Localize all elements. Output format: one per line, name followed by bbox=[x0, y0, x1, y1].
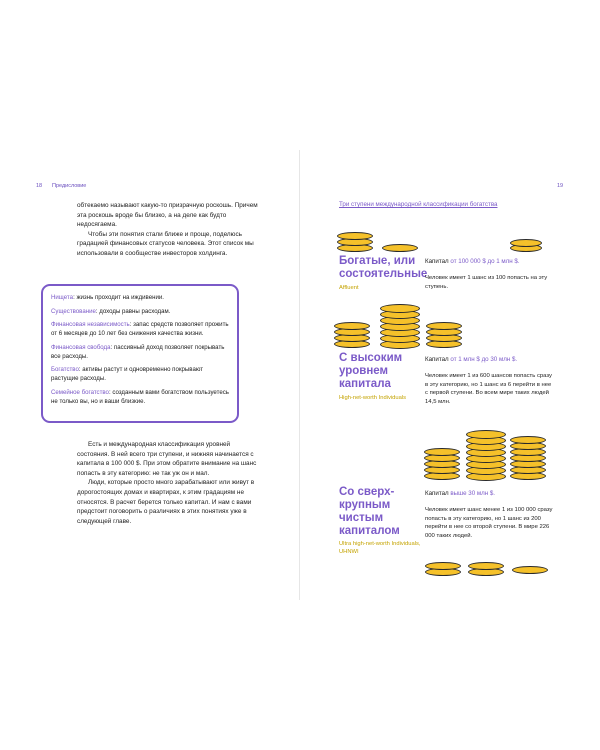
coin-icon bbox=[512, 566, 548, 574]
financial-status-box bbox=[41, 284, 239, 423]
intro-paragraph-1: обтекаемо называют какую-то призрачную роскошь. Причем эта роскошь вроде бы близко, а на деле как будто недосягаема. bbox=[77, 202, 258, 229]
coin-icon bbox=[466, 430, 506, 439]
tier-2-subtitle: High-net-worth Individuals bbox=[339, 395, 407, 401]
tier-1-description: Человек имеет 1 шанс из 100 попасть на эту ступень. bbox=[425, 275, 548, 290]
coin-icon bbox=[382, 244, 418, 252]
left-page-number: 18 bbox=[36, 183, 43, 189]
tier-1-capital: Капитал от 100 000 $ до 1 млн $. bbox=[425, 258, 520, 265]
status-item-financial-freedom: Финансовая свобода: пассивный доход позволяет покрывать все расходы. bbox=[51, 343, 225, 360]
tier-3-subtitle: Ultra high-net-worth Individuals, UHNWI bbox=[339, 541, 421, 555]
coin-icon bbox=[380, 304, 420, 313]
coin-icon bbox=[425, 562, 461, 570]
book-spine bbox=[299, 150, 300, 600]
tier-2-title: С высоким уровнем капитала bbox=[339, 352, 403, 390]
coin-icon bbox=[426, 322, 462, 330]
closing-paragraph-1: Есть и международная классификация уровней состояния. В ней всего три ступени, и нижняя начинается с капитала в 100 000 $. При этом обратите внимание на шанс попасть в эту категорию: не так уж он и мал. bbox=[77, 441, 257, 477]
closing-text bbox=[77, 440, 263, 526]
tier-3-capital: Капитал выше 30 млн $. bbox=[425, 490, 496, 497]
coin-icon bbox=[510, 239, 542, 247]
coin-icon bbox=[510, 436, 546, 444]
status-item-subsistence: Существование: доходы равны расходам. bbox=[51, 307, 171, 315]
coin-icon bbox=[337, 232, 373, 240]
coin-icon bbox=[468, 562, 504, 570]
tier-1-subtitle: Affluent bbox=[339, 285, 359, 291]
tier-3-title: Со сверх-крупным чистым капиталом bbox=[339, 486, 400, 537]
status-item-family-wealth: Семейное богатство: созданным вами богатством пользуетесь не только вы, но и ваши близкие. bbox=[51, 388, 229, 405]
tier-2-description: Человек имеет 1 из 600 шансов попасть сразу в эту категорию, но 1 шанс из 6 перейти в нее с первой ступени. Во всем мире таких людей 14,5 млн. bbox=[425, 373, 552, 405]
tier-2-capital: Капитал от 1 млн $ до 30 млн $. bbox=[425, 356, 518, 363]
right-page-number: 19 bbox=[557, 183, 564, 189]
running-head: Предисловие bbox=[52, 183, 87, 189]
status-item-financial-independence: Финансовая независимость: запас средств позволяет прожить от 6 месяцев до 10 лет без снижения качества жизни. bbox=[51, 321, 229, 337]
closing-paragraph-2: Люди, которые просто много зарабатывают или живут в дорогостоящих домах и квартирах, к этим градациям не относятся. В расчет берется только капитал. И нам с вами предстоит поговорить о различиях в этих понятиях уже в следующей главе. bbox=[77, 479, 255, 525]
section-heading: Три ступени международной классификации богатства bbox=[339, 201, 498, 208]
coin-icon bbox=[424, 448, 460, 456]
tier-3-description: Человек имеет шанс менее 1 из 100 000 сразу попасть в эту категорию, но 1 шанс из 200 перейти в нее со второй ступени. В мире 226 000 таких людей. bbox=[425, 507, 553, 539]
coin-icon bbox=[334, 322, 370, 330]
tier-1-title: Богатые, или состоятельные bbox=[339, 255, 428, 280]
status-item-wealth: Богатство: активы растут и одновременно покрывают растущие расходы. bbox=[51, 366, 204, 382]
intro-paragraph-2: Чтобы эти понятия стали ближе и проще, поделюсь градацией финансовых статусов человека. Этот список мы использовали в сообществе инвесторов холдинга. bbox=[77, 230, 254, 257]
status-item-poverty: Нищета: жизнь проходит на иждивении. bbox=[51, 294, 164, 301]
intro-text bbox=[77, 201, 263, 259]
